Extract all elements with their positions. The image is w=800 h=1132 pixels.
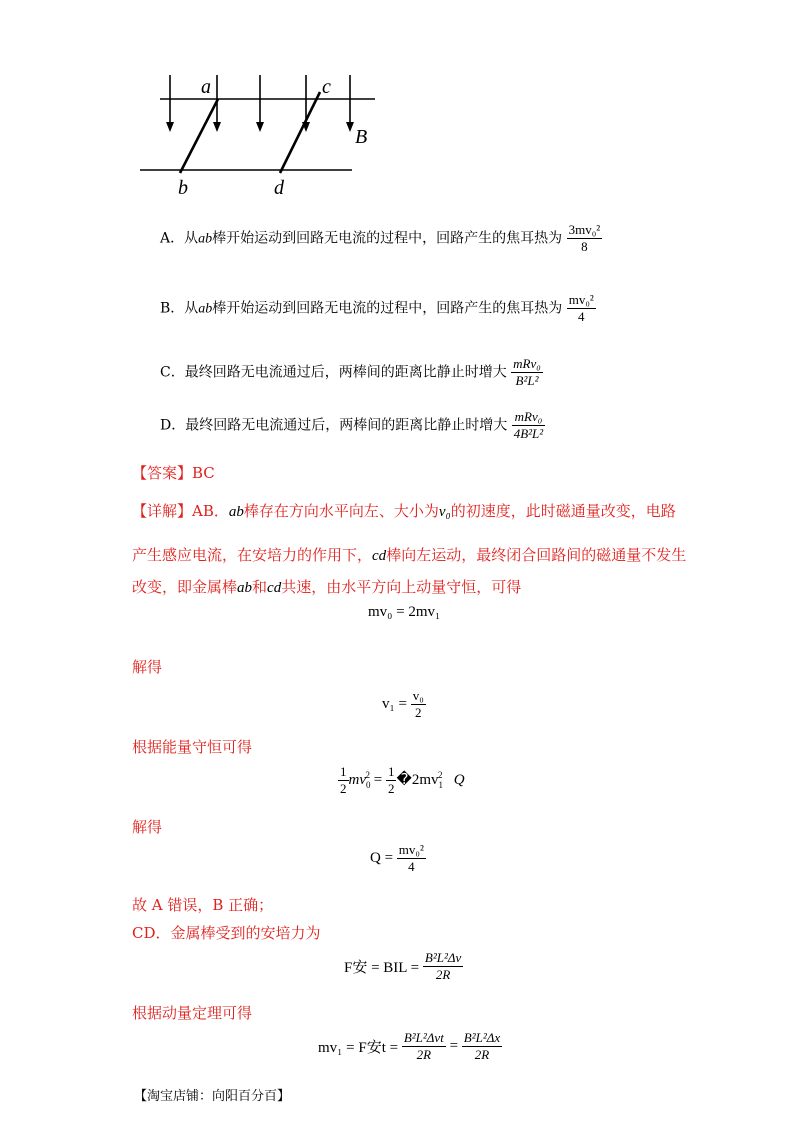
label-a: a bbox=[201, 76, 211, 98]
equation-ampere: F安 = BIL = $\frac{\text{B²L²Δv}}{2R}$ bbox=[344, 950, 462, 982]
detail-line-2: 产生感应电流，在安培力的作用下，cd棒向左运动，最终闭合回路间的磁通量不发生 bbox=[132, 546, 687, 564]
rail-diagram bbox=[130, 70, 390, 205]
label-c: c bbox=[322, 76, 331, 98]
detail-line-3: 改变，即金属棒ab和cd共速，由水平方向上动量守恒，可得 bbox=[132, 578, 522, 596]
label-B: B bbox=[355, 126, 368, 148]
rod-ab bbox=[180, 99, 218, 173]
option-d: D．最终回路无电流通过后，两棒间的距离比静止时增大 $\frac{\text{mRv₀}}{\text{4B²L²}}$ bbox=[160, 409, 544, 441]
option-b: B．从ab棒开始运动到回路无电流的过程中，回路产生的焦耳热为 $\frac{\text{mv₀²}}{4}$ bbox=[160, 292, 594, 324]
cd-intro: CD．金属棒受到的安培力为 bbox=[132, 924, 321, 942]
answer-label: 【答案】BC bbox=[132, 464, 215, 482]
footer-shop: 【淘宝店铺：向阳百分百】 bbox=[134, 1089, 291, 1104]
detail-line-1: 【详解】AB．ab棒存在方向水平向左、大小为v₀的初速度，此时磁通量改变，电路 bbox=[132, 502, 676, 520]
equation-impulse: mv₁ = F安t = $\frac{\text{B²L²Δvt}}{2R}$ = $\frac{\text{B²L²Δx}}{2R}$ bbox=[318, 1030, 501, 1062]
solve-label-1: 解得 bbox=[132, 658, 163, 676]
equation-energy: $\frac{1}{2}$ $mv_0^2$ = $\frac{1}{2}$ $�2mv_1^2$ Q bbox=[340, 764, 465, 796]
option-b-fraction: $\frac{\text{mv₀²}}{4}$ bbox=[568, 292, 594, 324]
option-c: C．最终回路无电流通过后，两棒间的距离比静止时增大 $\frac{\text{mRv₀}}{\text{B²L²}}$ bbox=[160, 356, 541, 388]
equation-momentum: mv₀ = 2mv₁ bbox=[368, 604, 441, 620]
equation-v1: v₁ = $\frac{\text{v₀}}{2}$ bbox=[382, 688, 424, 720]
option-a-fraction: $\frac{\text{3mv₀²}}{8}$ bbox=[568, 222, 601, 254]
label-d: d bbox=[274, 177, 284, 199]
label-b: b bbox=[178, 177, 188, 199]
rod-cd bbox=[280, 92, 320, 173]
conclusion-ab: 故 A 错误，B 正确； bbox=[132, 896, 274, 914]
equation-q: Q = $\frac{\text{mv₀²}}{4}$ bbox=[370, 842, 424, 874]
option-d-fraction: $\frac{\text{mRv₀}}{\text{4B²L²}}$ bbox=[513, 409, 544, 441]
momentum-theorem-label: 根据动量定理可得 bbox=[132, 1004, 253, 1022]
option-a: A．从ab棒开始运动到回路无电流的过程中，回路产生的焦耳热为 $\frac{\text{3mv₀²}}{8}$ bbox=[160, 222, 601, 254]
option-c-fraction: $\frac{\text{mRv₀}}{\text{B²L²}}$ bbox=[513, 356, 541, 388]
solve-label-2: 解得 bbox=[132, 818, 163, 836]
energy-label: 根据能量守恒可得 bbox=[132, 738, 253, 756]
